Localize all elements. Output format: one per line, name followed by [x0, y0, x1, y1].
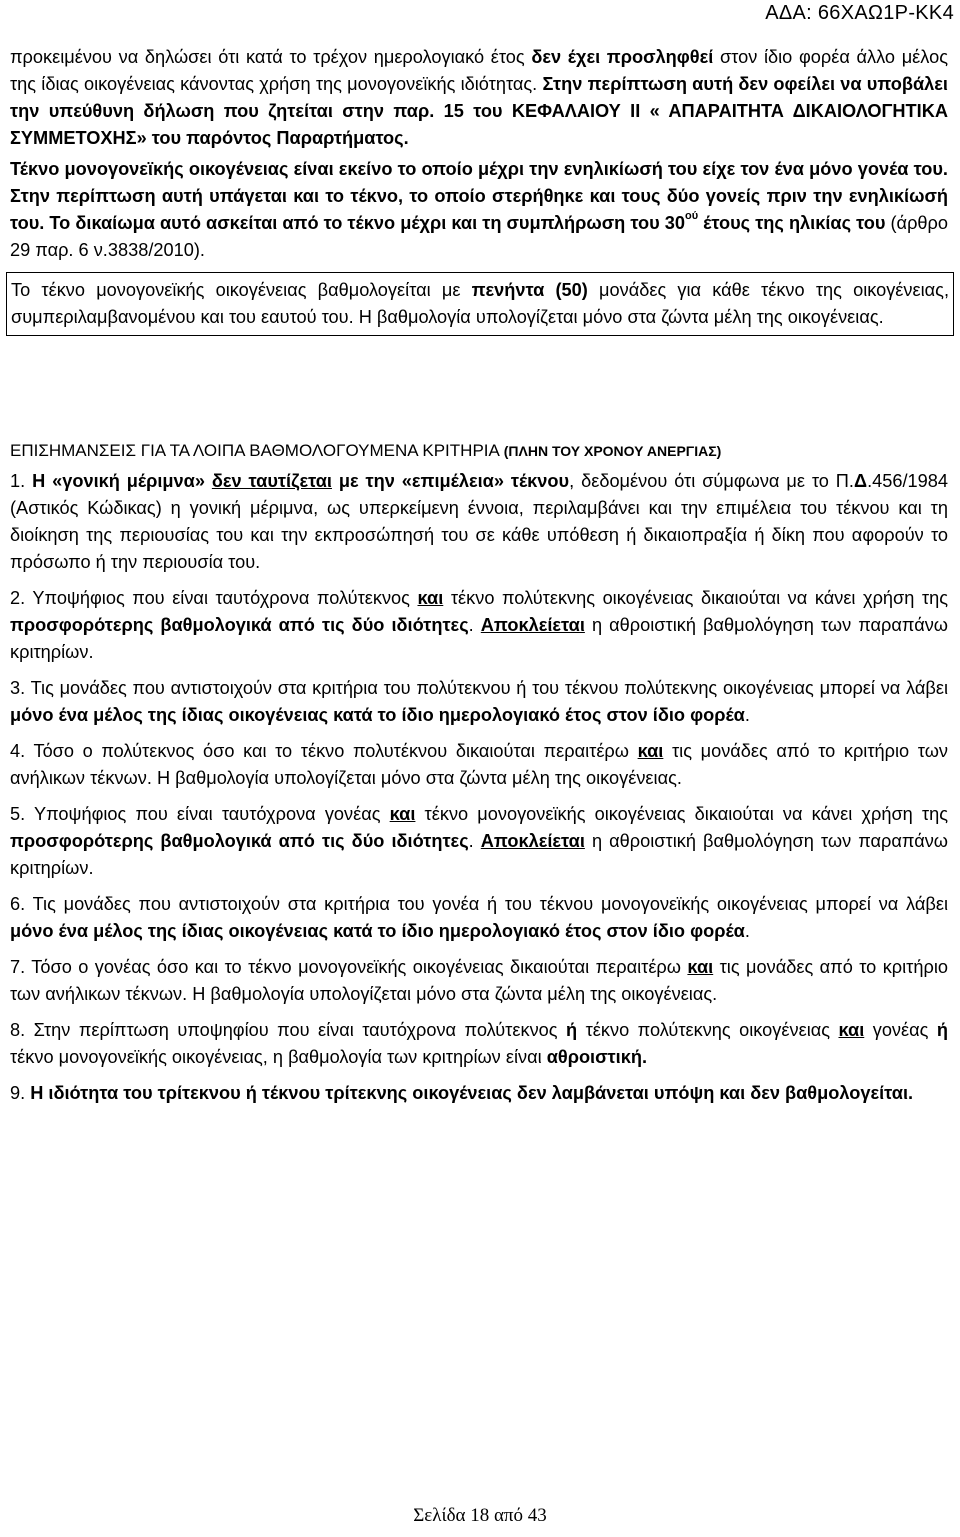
scoring-box-text: Το τέκνο μονογονεϊκής οικογένειας βαθμολογείται με πενήντα (50) μονάδες για κάθε τέκνο της οικογένειας, συμπεριλαμβανομένου και του εαυτού του. Η βαθμολογία υπολογίζεται μόνο στα ζώντα μέλη της οικογένειας. — [11, 280, 949, 327]
intro-paragraph-2: Τέκνο μονογονεϊκής οικογένειας είναι εκείνο το οποίο μέχρι την ενηλικίωσή του είχε τον ένα μόνο γονέα του. Στην περίπτωση αυτή υπάγεται και το τέκνο, το οποίο στερήθηκε και τους δύο γονείς πριν την ενηλικίωσή του. Το δικαίωμα αυτό ασκείται από το τέκνο μέχρι και τη συμπλήρωση του $30^{oύ}$ έτους της ηλικίας του (άρθρο 29 παρ. 6 ν.3838/2010). — [10, 159, 948, 260]
list-item: 4. Τόσο ο πολύτεκνος όσο και το τέκνο πολυτέκνου δικαιούται περαιτέρω και τις μονάδες από το κριτήριο των ανήλικων τέκνων. Η βαθμολογία υπολογίζεται μόνο στα ζώντα μέλη της οικογένειας. — [10, 741, 948, 788]
intro-paragraph-1: προκειμένου να δηλώσει ότι κατά το τρέχον ημερολογιακό έτος δεν έχει προσληφθεί στον ίδιο φορέα άλλο μέλος της ίδιας οικογένειας κάνοντας χρήση της μονογονεϊκής ιδιότητας. Στην περίπτωση αυτή δεν οφείλει να υποβάλει την υπεύθυνη δήλωση που ζητείται στην παρ. 15 του ΚΕΦΑΛΑΙΟΥ ΙΙ « ΑΠΑΡΑΙΤΗΤΑ ΔΙΚΑΙΟΛΟΓΗΤΙΚΑ ΣΥΜΜΕΤΟΧΗΣ» του παρόντος Παραρτήματος. — [10, 47, 948, 148]
document-code: ΑΔΑ: 66ΧΑΩ1Ρ-ΚΚ4 — [765, 2, 954, 24]
list-item: 9. Η ιδιότητα του τρίτεκνου ή τέκνου τρίτεκνης οικογένειας δεν λαμβάνεται υπόψη και δεν βαθμολογείται. — [10, 1083, 914, 1103]
notes-list — [10, 468, 948, 1107]
list-item: 7. Τόσο ο γονέας όσο και το τέκνο μονογονεϊκής οικογένειας δικαιούται περαιτέρω και τις μονάδες από το κριτήριο των ανήλικων τέκνων. Η βαθμολογία υπολογίζεται μόνο στα ζώντα μέλη της οικογένειας. — [10, 957, 948, 1004]
list-item: 5. Υποψήφιος που είναι ταυτόχρονα γονέας και τέκνο μονογονεϊκής οικογένειας δικαιούται να κάνει χρήση της προσφορότερης βαθμολογικά από τις δύο ιδιότητες. Αποκλείεται η αθροιστική βαθμολόγηση των παραπάνω κριτηρίων. — [10, 804, 949, 878]
page-number: Σελίδα 18 από 43 — [413, 1505, 547, 1526]
document-body — [10, 44, 948, 1116]
list-item: 1. Η «γονική μέριμνα» δεν ταυτίζεται με την «επιμέλεια» τέκνου, δεδομένου ότι σύμφωνα με το Π.Δ.456/1984 (Αστικός Κώδικας) η γονική μέριμνα, ως υπερκείμενη έννοια, περιλαμβάνει και την επιμέλεια του τέκνου και τη διοίκηση της περιουσίας του και την εκπροσώπησή του σε κάθε υπόθεση ή δικαιοπραξία ή δίκη που αφορούν το πρόσωπο ή την περιουσία του. — [10, 471, 948, 572]
scoring-box — [6, 272, 954, 336]
list-item: 6. Τις μονάδες που αντιστοιχούν στα κριτήρια του γονέα ή του τέκνου μονογονεϊκής οικογένειας μπορεί να λάβει μόνο ένα μέλος της ίδιας οικογένειας κατά το ίδιο ημερολογιακό έτος στον ίδιο φορέα. — [10, 894, 948, 941]
list-item: 3. Τις μονάδες που αντιστοιχούν στα κριτήρια του πολύτεκνου ή του τέκνου πολύτεκνης οικογένειας μπορεί να λάβει μόνο ένα μέλος της ίδιας οικογένειας κατά το ίδιο ημερολογιακό έτος στον ίδιο φορέα. — [10, 678, 948, 725]
list-item: 2. Υποψήφιος που είναι ταυτόχρονα πολύτεκνος και τέκνο πολύτεκνης οικογένειας δικαιούται να κάνει χρήση της προσφορότερης βαθμολογικά από τις δύο ιδιότητες. Αποκλείεται η αθροιστική βαθμολόγηση των παραπάνω κριτηρίων. — [10, 588, 949, 662]
list-item: 8. Στην περίπτωση υποψηφίου που είναι ταυτόχρονα πολύτεκνος ή τέκνο πολύτεκνης οικογένειας και γονέας ή τέκνο μονογονεϊκής οικογένειας, η βαθμολογία των κριτηρίων είναι αθροιστική. — [10, 1020, 949, 1067]
section-title: ΕΠΙΣΗΜΑΝΣΕΙΣ ΓΙΑ ΤΑ ΛΟΙΠΑ ΒΑΘΜΟΛΟΓΟΥΜΕΝΑ ΚΡΙΤΗΡΙΑ (ΠΛΗΝ ΤΟΥ ΧΡΟΝΟΥ ΑΝΕΡΓΙΑΣ) — [10, 441, 722, 460]
